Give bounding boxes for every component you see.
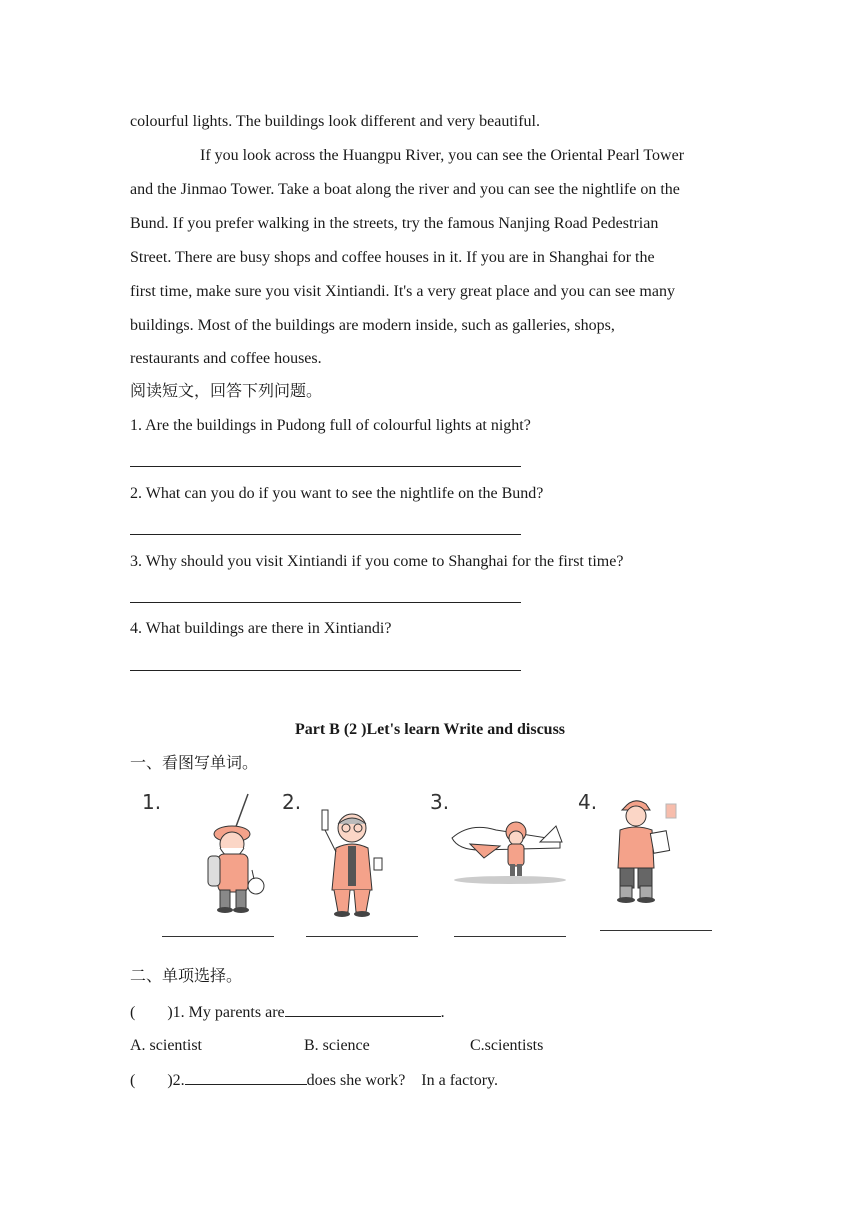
picture-blank-3[interactable]: [454, 936, 566, 937]
mc-option-b[interactable]: B. science: [304, 1037, 370, 1054]
question-4: 4. What buildings are there in Xintiandi?: [130, 620, 392, 637]
mc-question-1-blank: [285, 1002, 441, 1017]
pilot-figure: [440, 786, 590, 926]
question-3: 3. Why should you visit Xintiandi if you come to Shanghai for the first time?: [130, 553, 624, 570]
question-2: 2. What can you do if you want to see the nightlife on the Bund?: [130, 485, 544, 502]
picture-4: [578, 786, 718, 954]
mc-question-1-paren[interactable]: ( ): [130, 1004, 173, 1021]
mc-option-c[interactable]: C.scientists: [470, 1037, 544, 1054]
picture-1: [138, 786, 278, 954]
passage-line-7: buildings. Most of the buildings are modern inside, such as galleries, shops,: [130, 317, 615, 334]
picture-blank-2[interactable]: [306, 936, 418, 937]
passage-line-2: If you look across the Huangpu River, you can see the Oriental Pearl Tower: [200, 147, 685, 164]
mc-option-a[interactable]: A. scientist: [130, 1037, 202, 1054]
answer-line-4[interactable]: [130, 670, 521, 671]
answer-line-2[interactable]: [130, 534, 521, 535]
picture-strip: [138, 786, 728, 954]
passage-line-1: colourful lights. The buildings look different and very beautiful.: [130, 113, 540, 130]
answer-line-1[interactable]: [130, 466, 521, 467]
mc-question-2-text: 2.: [172, 1072, 185, 1089]
question-1: 1. Are the buildings in Pudong full of colourful lights at night?: [130, 417, 531, 434]
passage-line-3: and the Jinmao Tower. Take a boat along the river and you can see the nightlife on the: [130, 181, 680, 198]
passage-line-8: restaurants and coffee houses.: [130, 350, 322, 367]
passage-line-4: Bund. If you prefer walking in the streets, try the famous Nanjing Road Pedestrian: [130, 215, 659, 232]
mc-question-2: [130, 1070, 498, 1091]
mc-question-2-after: does she work? In a factory.: [306, 1072, 498, 1089]
picture-number-2: 2.: [282, 790, 302, 814]
mc-question-1: [130, 1002, 445, 1023]
passage-line-5: Street. There are busy shops and coffee houses in it. If you are in Shanghai for the: [130, 249, 655, 266]
task2-title: 二、单项选择。: [130, 968, 243, 985]
mc-question-2-paren[interactable]: ( ): [130, 1072, 173, 1089]
task1-title: 一、看图写单词。: [130, 755, 259, 772]
picture-number-4: 4.: [578, 790, 598, 814]
mc-question-2-blank: [185, 1070, 307, 1085]
section-heading: Part B (2 )Let's learn Write and discuss: [294, 721, 566, 738]
mc-question-1-text: 1. My parents are: [172, 1004, 285, 1021]
picture-3: [430, 786, 570, 954]
passage-line-6: first time, make sure you visit Xintiandi. It's a very great place and you can see many: [130, 283, 675, 300]
reading-instruction: 阅读短文，回答下列问题。: [130, 383, 323, 400]
mc-question-1-end: .: [440, 1004, 445, 1021]
picture-blank-1[interactable]: [162, 936, 274, 937]
answer-line-3[interactable]: [130, 602, 521, 603]
picture-number-1: 1.: [142, 790, 162, 814]
picture-blank-4[interactable]: [600, 930, 712, 931]
explorer-figure: [158, 786, 298, 926]
picture-number-3: 3.: [430, 790, 450, 814]
worker-figure: [588, 782, 728, 922]
picture-2: [282, 786, 422, 954]
scientist-figure: [292, 786, 432, 926]
